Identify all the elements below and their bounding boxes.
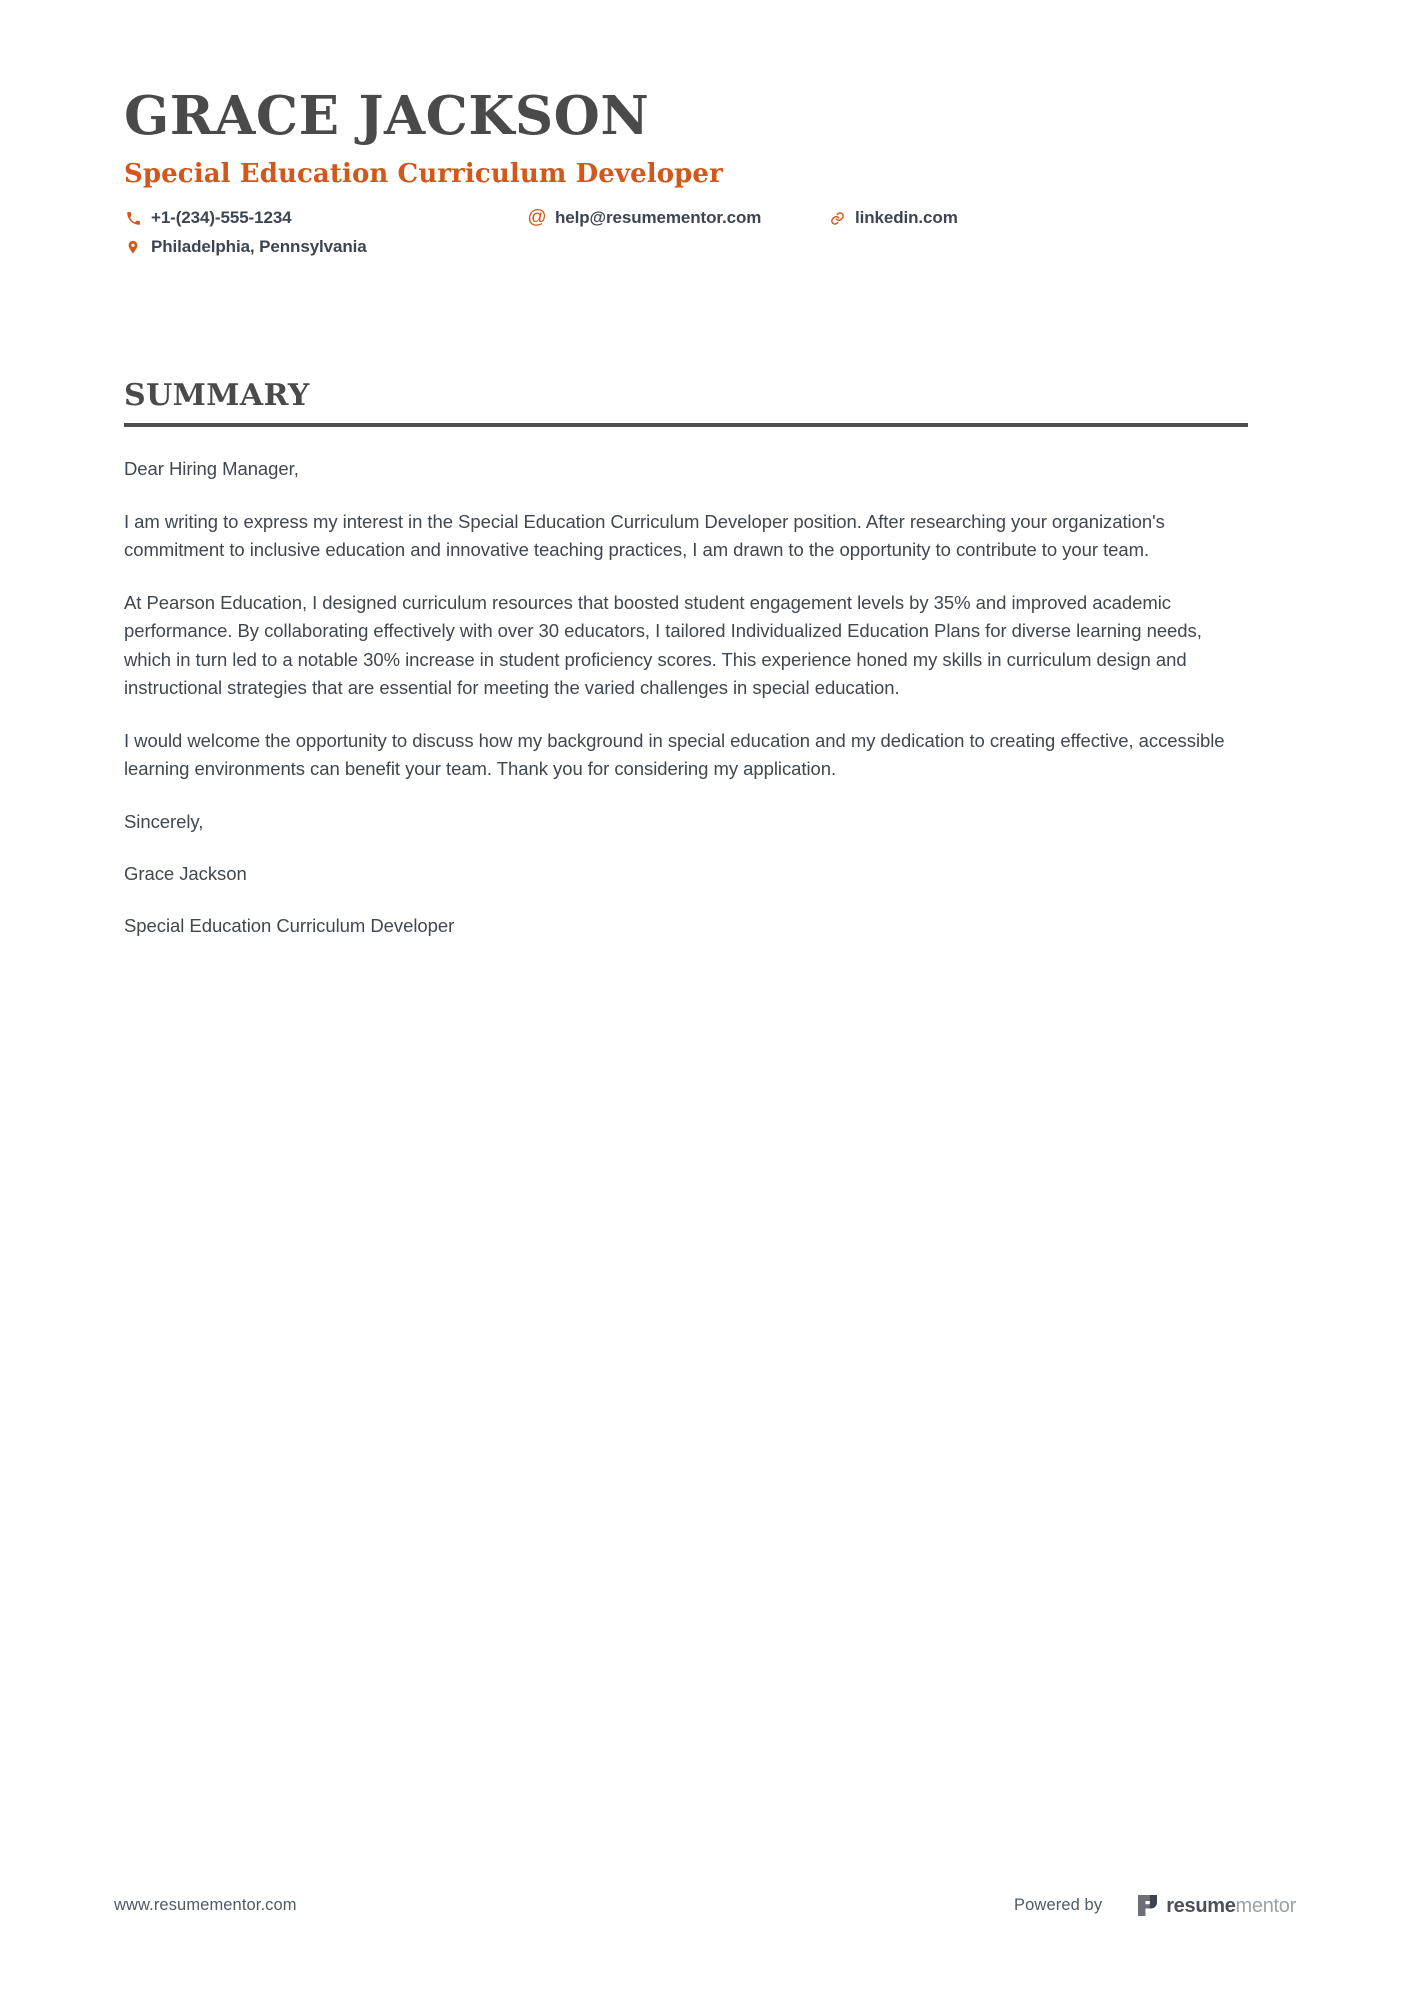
brand-secondary-text: mentor [1235,1894,1296,1917]
document-header [124,85,1304,266]
email-icon: @ [527,206,547,228]
contact-info [124,208,1124,257]
letter-paragraph-1: I am writing to express my interest in the Special Education Curriculum Developer position. After researching your organization's commitment to inclusive education and innovative teaching practices, I am drawn to the opportunity to contribute to your team. [124,511,1165,561]
cover-letter-body [124,455,1248,940]
resumementor-wordmark [1166,1896,1296,1916]
letter-signature-name: Grace Jackson [124,863,247,885]
powered-by-label: Powered by [1014,1896,1103,1914]
section-heading-summary: SUMMARY [124,378,310,413]
contact-row-2 [124,237,1124,257]
contact-linkedin-value: linkedin.com [855,208,958,228]
resumementor-mark-icon [1136,1893,1159,1918]
candidate-job-title: Special Education Curriculum Developer [124,159,723,190]
contact-location-value: Philadelphia, Pennsylvania [151,237,367,257]
contact-linkedin[interactable] [828,208,1088,228]
contact-email-value: help@resumementor.com [555,208,762,228]
resumementor-logo [1136,1893,1296,1918]
letter-paragraph-2: At Pearson Education, I designed curriculum resources that boosted student engagement levels by 35% and improved academic performance. By collaborating effectively with over 30 educators, I tailored Individualized Education Plans for diverse learning needs, which in turn led to a notable 30% increase in student proficiency scores. This experience honed my skills in curriculum design and instructional strategies that are essential for meeting the varied challenges in special education. [124,592,1202,698]
candidate-name: GRACE JACKSON [124,85,650,147]
summary-section [124,378,1248,940]
phone-icon [124,209,142,227]
letter-salutation: Dear Hiring Manager, [124,458,299,479]
section-divider [124,423,1248,427]
letter-closing: Sincerely, [124,810,204,832]
contact-phone [124,208,528,228]
contact-row-1 [124,208,1124,228]
document-footer [114,1893,1296,1918]
contact-phone-value: +1-(234)-555-1234 [151,208,292,228]
contact-email[interactable] [528,208,828,228]
brand-primary-text: resume [1166,1894,1236,1917]
footer-website[interactable]: www.resumementor.com [114,1896,297,1914]
link-icon [828,209,846,227]
location-icon [124,238,142,256]
contact-location [124,237,528,257]
letter-signature-title: Special Education Curriculum Developer [124,915,455,937]
footer-branding [1014,1893,1296,1918]
letter-paragraph-3: I would welcome the opportunity to discuss how my background in special education and my dedication to creating effective, accessible learning environments can benefit your team. Thank you for considering my application. [124,729,1225,779]
